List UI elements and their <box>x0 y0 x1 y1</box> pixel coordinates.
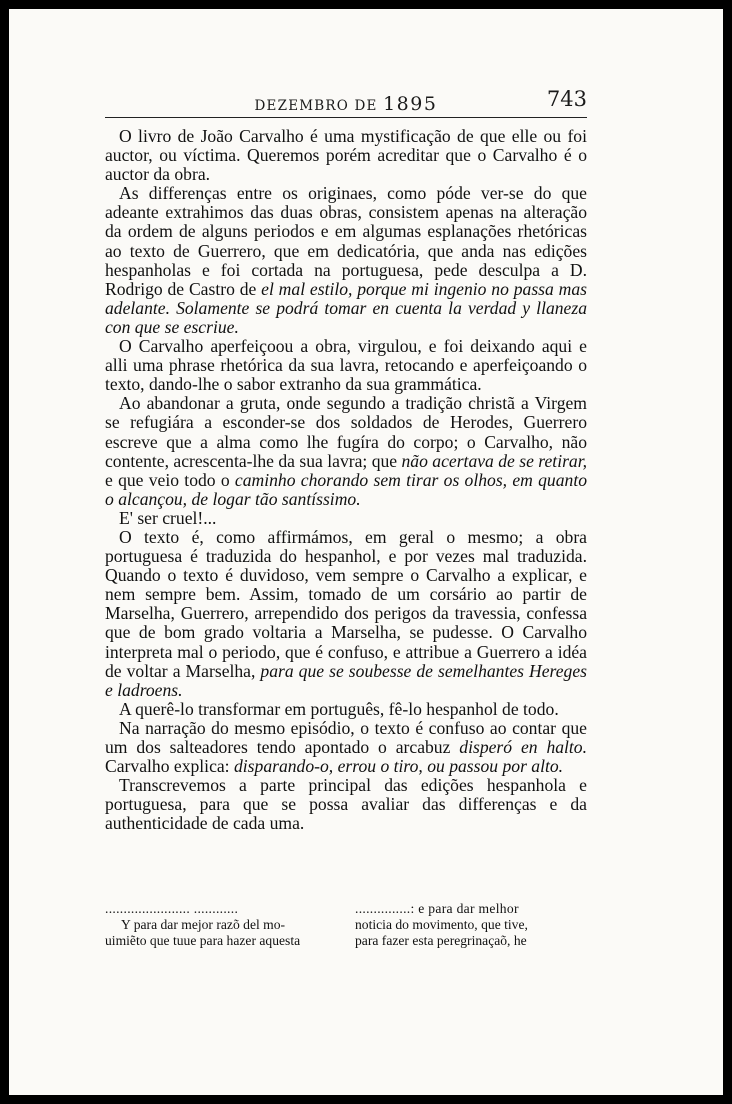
paragraph <box>105 700 587 719</box>
spanish-column <box>105 901 337 949</box>
paragraph <box>105 127 587 184</box>
paragraph <box>105 719 587 776</box>
text-run: Transcrevemos a parte principal das edições hespanhola e portuguesa, para que se possa avaliar das differenças e da authenticidade de cada uma. <box>105 775 587 834</box>
page-number: 743 <box>546 87 587 111</box>
text-run: A querê-lo transformar em português, fê-lo hespanhol de todo. <box>119 698 559 719</box>
paragraph <box>105 337 587 394</box>
text-run: O livro de João Carvalho é uma mystificação de que elle ou foi auctor, ou víctima. Queremos porém acreditar que o Carvalho é o auctor da obra. <box>105 126 587 185</box>
italic-quote: caminho chorando sem tirar os olhos, em quanto o alcançou, de logar tão santíssimo. <box>105 469 588 509</box>
paragraph <box>105 509 587 528</box>
spanish-line: uimiẽto que tuue para hazer aquesta <box>105 933 301 948</box>
text-run: Carvalho explica: <box>105 756 234 777</box>
body-text <box>105 127 587 833</box>
portuguese-line: noticia do movimento, que tive, <box>355 917 528 932</box>
running-header <box>105 81 587 118</box>
paragraph <box>105 528 587 700</box>
spanish-ellipsis: ....................... ............ <box>105 901 239 916</box>
text-run: O texto é, como affirmámos, em geral o mesmo; a obra portuguesa é traduzida do hespanhol, e por vezes mal traduzida. Quando o texto é duvidoso, vem sempre o Carvalho a explicar, e nem sempre bem. Assim, tomado de um corsário ao partir de Marselha, Guerrero, arrependido dos perigos da travessia, confessa que de bom grado voltaria a Marselha, se pudesse. O Carvalho interpreta mal o periodo, que é confuso, e attribue a Guerrero a idéa de voltar a Marselha, <box>105 526 587 681</box>
portuguese-line: para fazer esta peregrinaçaõ, he <box>355 933 527 948</box>
italic-quote: disperó en halto. <box>459 737 588 757</box>
spanish-line: Y para dar mejor razõ del mo- <box>121 917 286 932</box>
text-run: e que veio todo o <box>105 469 235 490</box>
portuguese-column <box>355 901 587 949</box>
text-run: O Carvalho aperfeiçoou a obra, virgulou, e foi deixando aqui e alli uma phrase rhetórica da sua lavra, retocando e aperfeiçoando o texto, dando-lhe o sabor extranho da sua grammática. <box>105 336 587 395</box>
italic-quote: não acertava de se retirar, <box>401 450 588 471</box>
text-run: Ao abandonar a gruta, onde segundo a tradição christã a Virgem se refugiára a esconder-se dos soldados de Herodes, Guerrero escreve que a alma como lhe fugíra do corpo; o Carvalho, não contente, acrescenta-lhe da sua lavra; que <box>105 393 587 471</box>
italic-quote: disparando-o, errou o tiro, ou passou por alto. <box>233 756 564 777</box>
running-title <box>105 93 587 115</box>
document-page <box>9 9 723 1095</box>
italic-quote: el mal estilo, porque mi ingenio no passa mas adelante. Solamente se podrá tomar en cuenta la verdad y llaneza con que se escriue. <box>105 278 587 337</box>
text-run: As differenças entre os originaes, como póde ver-se do que adeante extrahimos das duas obras, consistem apenas na alteração da ordem de alguns periodos e em algumas esplanações rhetóricas ao texto de Guerrero, que em dedicatória, que anda nas edições hespanholas e foi cortada na portuguesa, pede desculpa a D. Rodrigo de Castro de <box>105 183 587 299</box>
paragraph <box>105 776 587 833</box>
italic-quote: para que se soubesse de semelhantes Hereges e ladroens. <box>105 660 587 700</box>
text-run: E' ser cruel!... <box>119 507 217 528</box>
paragraph <box>105 394 587 509</box>
header-year: 1895 <box>383 93 438 115</box>
paragraph <box>105 184 587 337</box>
header-month: DEZEMBRO DE <box>254 98 378 114</box>
portuguese-ellipsis: ...............: e para dar melhor <box>355 901 519 916</box>
text-run: Na narração do mesmo episódio, o texto é confuso ao contar que um dos salteadores tendo apontado o arcabuz <box>105 717 587 757</box>
